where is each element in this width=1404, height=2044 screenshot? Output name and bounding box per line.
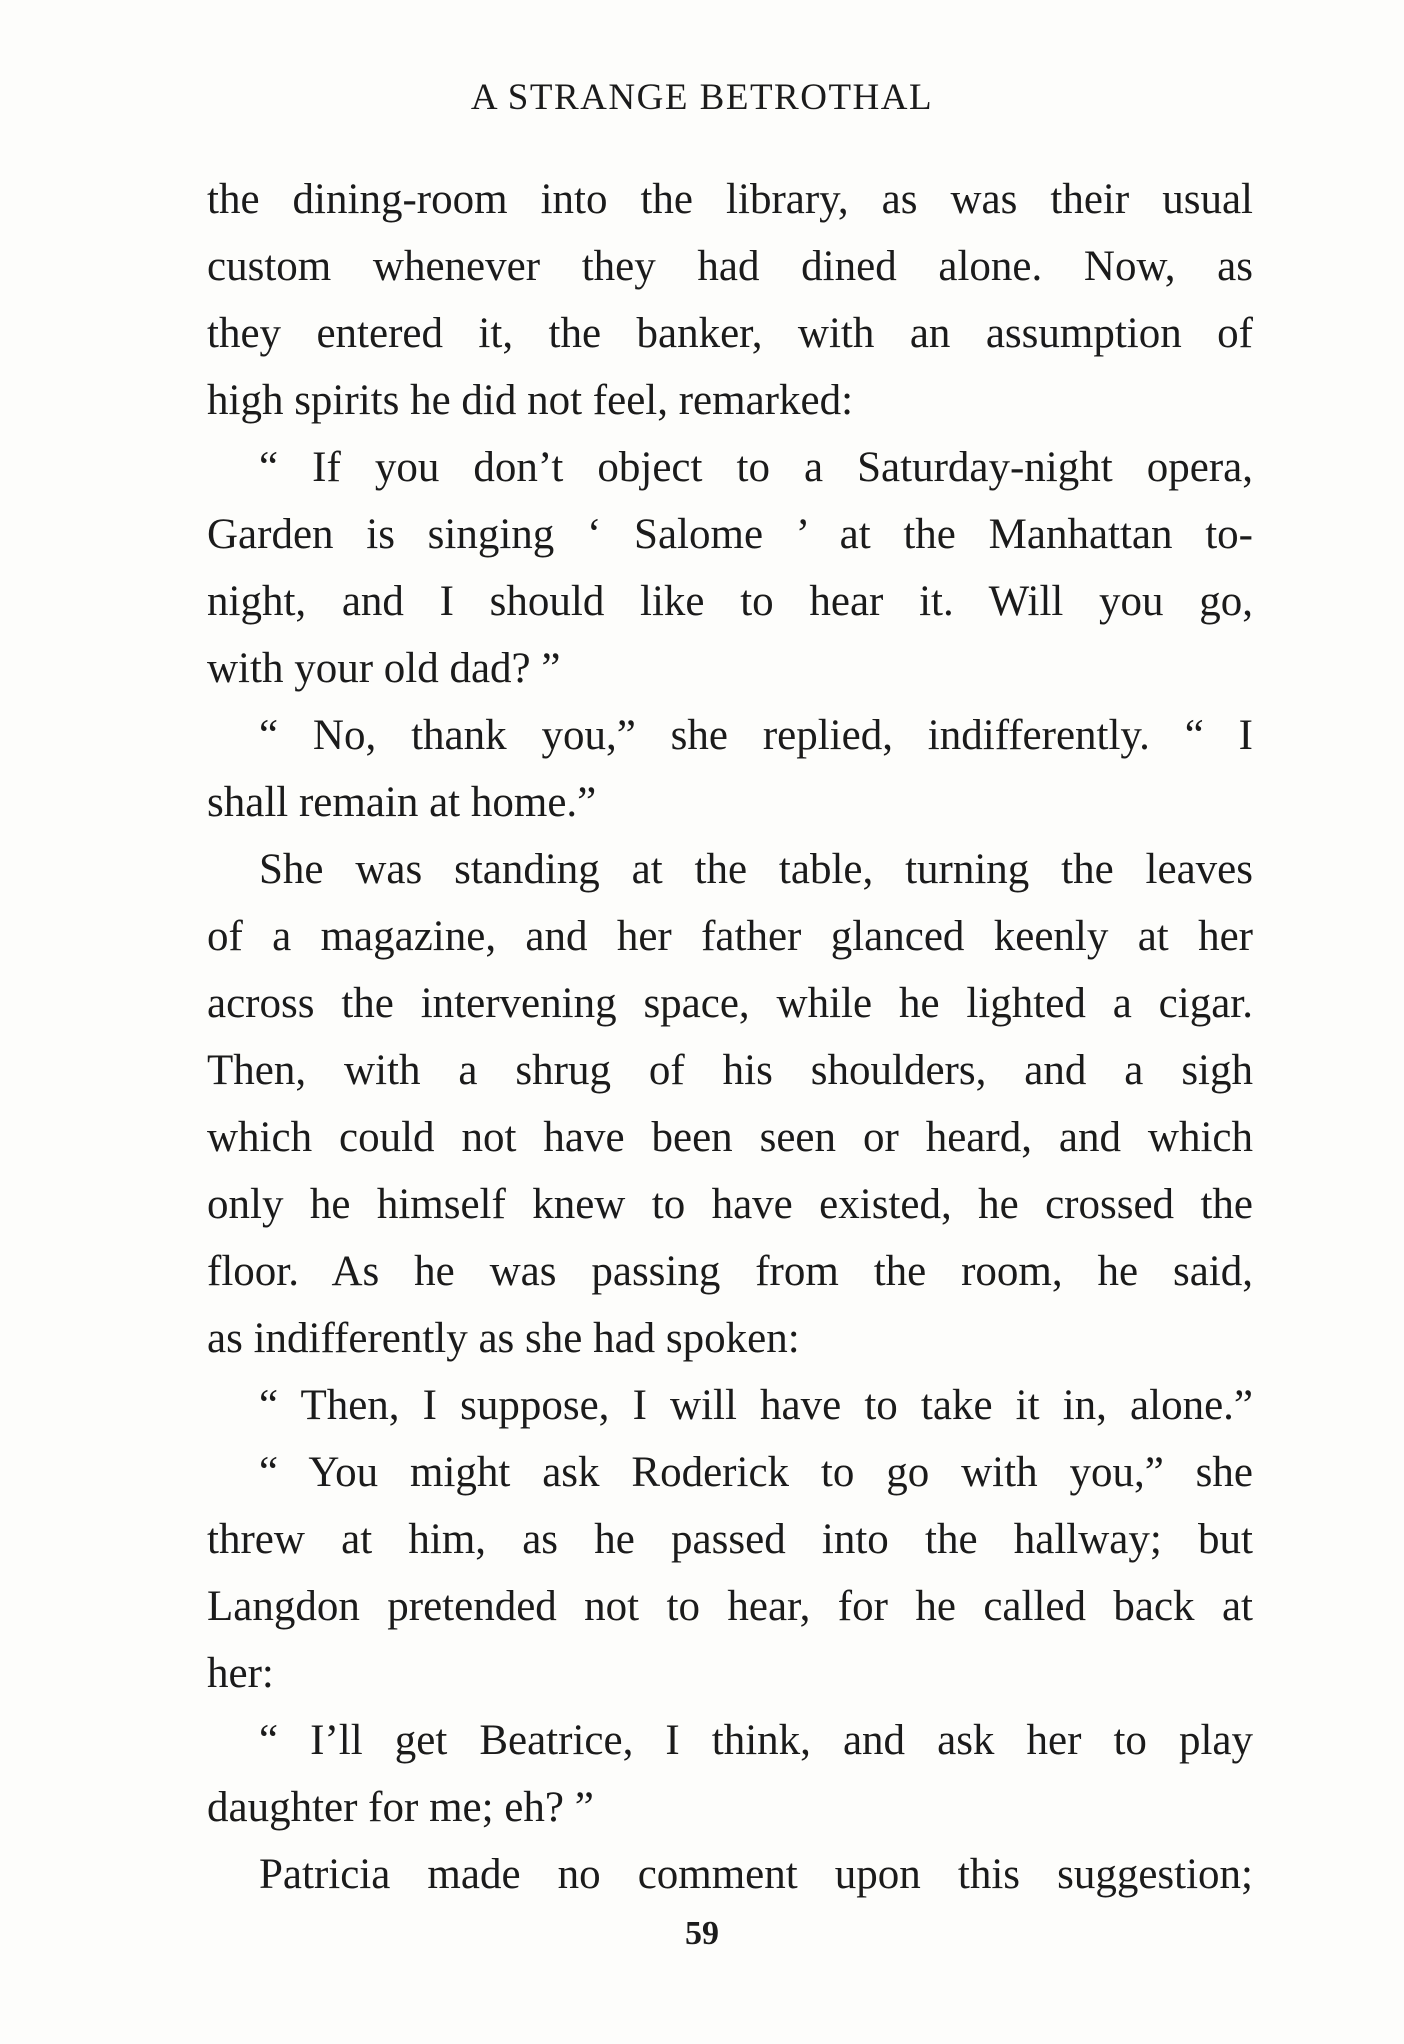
- text-line: with your old dad? ”: [207, 645, 561, 692]
- text-line: Langdon pretended not to hear, for he called back at: [207, 1583, 1253, 1630]
- text-line: She was standing at the table, turning the leaves: [259, 846, 1253, 893]
- text-line: “ You might ask Roderick to go with you,” she: [259, 1449, 1253, 1496]
- text-line: threw at him, as he passed into the hallway; but: [207, 1516, 1253, 1563]
- text-line: “ If you don’t object to a Saturday-night opera,: [259, 444, 1253, 491]
- text-line: custom whenever they had dined alone. Now, as: [207, 243, 1253, 290]
- text-line: “ No, thank you,” she replied, indifferently. “ I: [259, 712, 1253, 759]
- body-text: [207, 166, 1253, 1908]
- text-line: which could not have been seen or heard, and which: [207, 1114, 1253, 1161]
- text-line: they entered it, the banker, with an assumption of: [207, 310, 1253, 357]
- text-line: across the intervening space, while he lighted a cigar.: [207, 980, 1253, 1027]
- text-line: only he himself knew to have existed, he crossed the: [207, 1181, 1253, 1228]
- text-line: daughter for me; eh? ”: [207, 1784, 594, 1831]
- text-line: “ Then, I suppose, I will have to take it in, alone.”: [259, 1382, 1253, 1429]
- text-line: Then, with a shrug of his shoulders, and a sigh: [207, 1047, 1253, 1094]
- running-title: A STRANGE BETROTHAL: [470, 77, 934, 118]
- text-line: the dining-room into the library, as was their usual: [207, 176, 1253, 223]
- text-line: of a magazine, and her father glanced keenly at her: [207, 913, 1253, 960]
- text-line: floor. As he was passing from the room, he said,: [207, 1248, 1253, 1295]
- text-line: “ I’ll get Beatrice, I think, and ask her to play: [259, 1717, 1253, 1764]
- text-line: her:: [207, 1650, 274, 1697]
- text-line: high spirits he did not feel, remarked:: [207, 377, 854, 424]
- text-line: Patricia made no comment upon this suggestion;: [259, 1851, 1253, 1898]
- page-number: 59: [685, 1915, 719, 1952]
- text-line: night, and I should like to hear it. Will you go,: [207, 578, 1253, 625]
- text-line: shall remain at home.”: [207, 779, 597, 826]
- text-line: as indifferently as she had spoken:: [207, 1315, 800, 1362]
- text-line: Garden is singing ‘ Salome ’ at the Manhattan to-: [207, 511, 1253, 558]
